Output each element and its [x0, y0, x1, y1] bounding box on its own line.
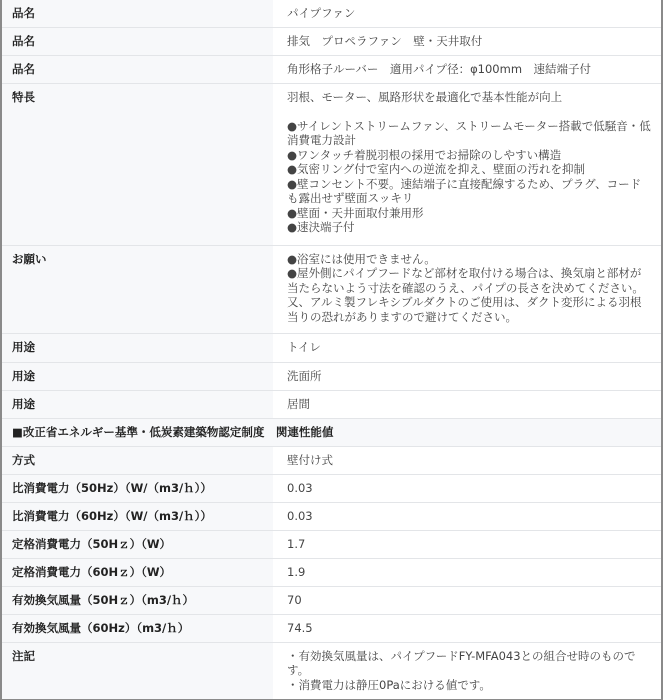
- row-value: 70: [273, 586, 662, 614]
- row-value: 居間: [273, 390, 662, 418]
- caution-item: ●浴室には使用できません。: [287, 251, 436, 266]
- table-row: [1, 558, 662, 586]
- row-label: 用途: [1, 390, 273, 418]
- row-label: 方式: [1, 446, 273, 474]
- row-value: パイプファン: [273, 0, 662, 27]
- row-label: 用途: [1, 333, 273, 362]
- row-label: 比消費電力（60Hz）（W/（m3/ｈ））: [1, 502, 273, 530]
- row-value: 排気 プロペラファン 壁・天井取付: [273, 27, 662, 55]
- row-label: 定格消費電力（50Hｚ）（W）: [1, 530, 273, 558]
- feature-item: ●サイレントストリームファン、ストリームモーター搭載で低騒音・低消費電力設計: [287, 118, 651, 147]
- row-label: 品名: [1, 27, 273, 55]
- feature-item: ●壁コンセント不要。速結端子に直接配線するため、プラグ、コードも露出せず壁面スッキリ: [287, 176, 642, 205]
- feature-item: ●気密リング付で室内への逆流を抑え、壁面の汚れを抑制: [287, 162, 585, 176]
- table-row-notes: [1, 642, 662, 700]
- table-row-features: [1, 83, 662, 245]
- row-value: 壁付け式: [273, 446, 662, 474]
- row-value: 角形格子ルーバー 適用パイプ径：φ100mm 速結端子付: [273, 55, 662, 83]
- row-value: トイレ: [273, 333, 662, 362]
- row-label: 有効換気風量（50Hｚ）（m3/ｈ）: [1, 586, 273, 614]
- features-list: [273, 83, 662, 245]
- table-row: [1, 362, 662, 390]
- table-row: [1, 55, 662, 83]
- table-row-cautions: [1, 245, 662, 333]
- row-value: 74.5: [273, 614, 662, 642]
- row-label: 用途: [1, 362, 273, 390]
- row-value: 洗面所: [273, 362, 662, 390]
- table-row: [1, 614, 662, 642]
- row-label: 特長: [1, 83, 273, 245]
- row-label: 品名: [1, 0, 273, 27]
- row-label: 有効換気風量（60Hz）（m3/ｈ）: [1, 614, 273, 642]
- row-label: 比消費電力（50Hz）（W/（m3/ｈ））: [1, 474, 273, 502]
- cautions-list: [273, 245, 662, 333]
- caution-item: ●屋外側にパイプフードなど部材を取付ける場合は、換気扇と部材が当たらないよう寸法を確認のうえ、パイプの長さを決めてください。又、アルミ製フレキシブルダクトのご使用は、ダクト変形による羽根当りの恐れがありますので避けてください。: [287, 266, 644, 324]
- table-row: [1, 390, 662, 418]
- row-label: 定格消費電力（60Hｚ）（W）: [1, 558, 273, 586]
- table-row: [1, 446, 662, 474]
- row-value: 0.03: [273, 474, 662, 502]
- section-header: ■改正省エネルギー基準・低炭素建築物認定制度 関連性能値: [1, 418, 662, 446]
- table-row: [1, 27, 662, 55]
- feature-item: ●壁面・天井面取付兼用形: [287, 205, 424, 220]
- row-value: 0.03: [273, 502, 662, 530]
- row-label: 品名: [1, 55, 273, 83]
- table-row: [1, 0, 662, 27]
- feature-item: ●速決端子付: [287, 220, 355, 234]
- feature-summary: 羽根、モーター、風路形状を最適化で基本性能が向上: [287, 89, 563, 104]
- note-item: ・消費電力は静圧0Paにおける値です。: [287, 677, 491, 692]
- table-row: [1, 333, 662, 362]
- table-row: [1, 530, 662, 558]
- row-label: 注記: [1, 642, 273, 700]
- notes-list: [273, 642, 662, 700]
- row-label: お願い: [1, 245, 273, 333]
- row-value: 1.7: [273, 530, 662, 558]
- feature-item: ●ワンタッチ着脱羽根の採用でお掃除のしやすい構造: [287, 147, 562, 162]
- note-item: ・有効換気風量は、パイプフードFY-MFA043との組合せ時のものです。: [287, 648, 636, 677]
- table-row: [1, 502, 662, 530]
- table-row: [1, 586, 662, 614]
- section-header-row: [1, 418, 662, 446]
- spacer: [287, 104, 651, 119]
- row-value: 1.9: [273, 558, 662, 586]
- table-row: [1, 474, 662, 502]
